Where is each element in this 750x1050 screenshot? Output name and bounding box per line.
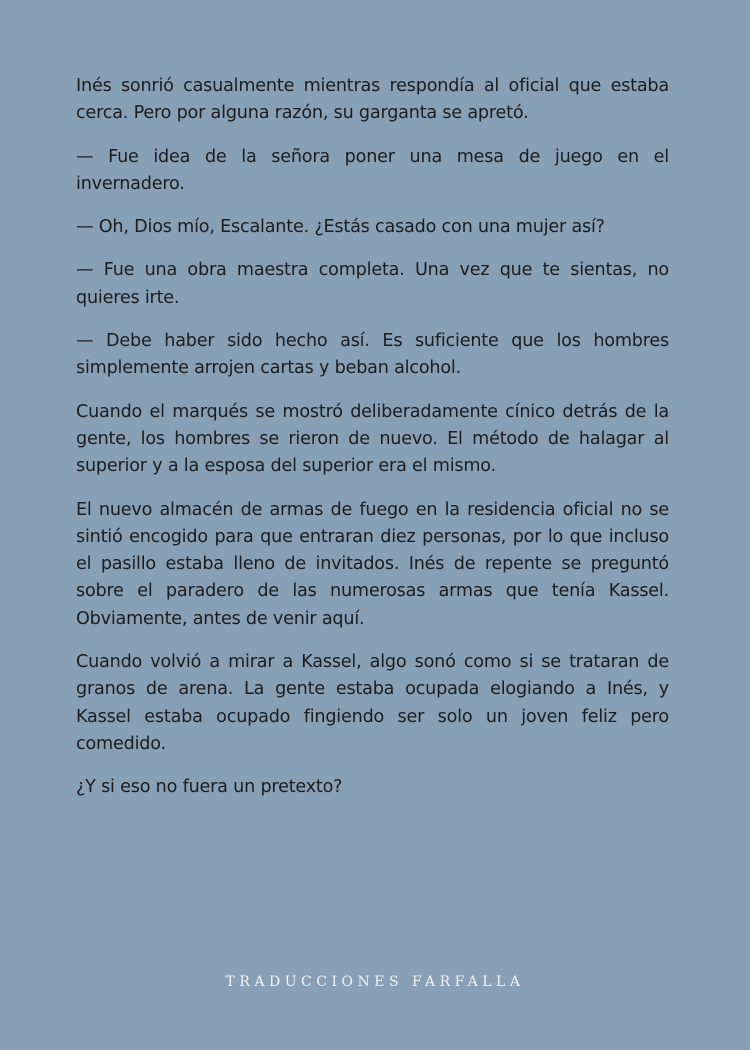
- page-body-text: [76, 73, 669, 818]
- paragraph: Cuando el marqués se mostró deliberadamente cínico detrás de la gente, los hombres se rieron de nuevo. El método de halagar al superior y a la esposa del superior era el mismo.: [76, 401, 669, 477]
- paragraph: — Debe haber sido hecho así. Es suficiente que los hombres simplemente arrojen cartas y beban alcohol.: [76, 331, 669, 379]
- paragraph: Cuando volvió a mirar a Kassel, algo sonó como si se trataran de granos de arena. La gente estaba ocupada elogiando a Inés, y Kassel estaba ocupado fingiendo ser solo un joven feliz pero comedido.: [76, 652, 669, 754]
- paragraph: ¿Y si eso no fuera un pretexto?: [76, 777, 343, 798]
- paragraph: — Fue una obra maestra completa. Una vez que te sientas, no quieres irte.: [76, 260, 669, 308]
- paragraph: Inés sonrió casualmente mientras respondía al oficial que estaba cerca. Pero por alguna razón, su garganta se apretó.: [76, 76, 669, 124]
- paragraph: — Fue idea de la señora poner una mesa de juego en el invernadero.: [76, 146, 669, 194]
- paragraph: — Oh, Dios mío, Escalante. ¿Estás casado con una mujer así?: [76, 217, 605, 238]
- footer-credit: TRADUCCIONES FARFALLA: [225, 974, 525, 990]
- paragraph: El nuevo almacén de armas de fuego en la residencia oficial no se sintió encogido para que entraran diez personas, por lo que incluso el pasillo estaba lleno de invitados. Inés de repente se preguntó sobre el paradero de las numerosas armas que tenía Kassel. Obviamente, antes de venir aquí.: [76, 499, 669, 629]
